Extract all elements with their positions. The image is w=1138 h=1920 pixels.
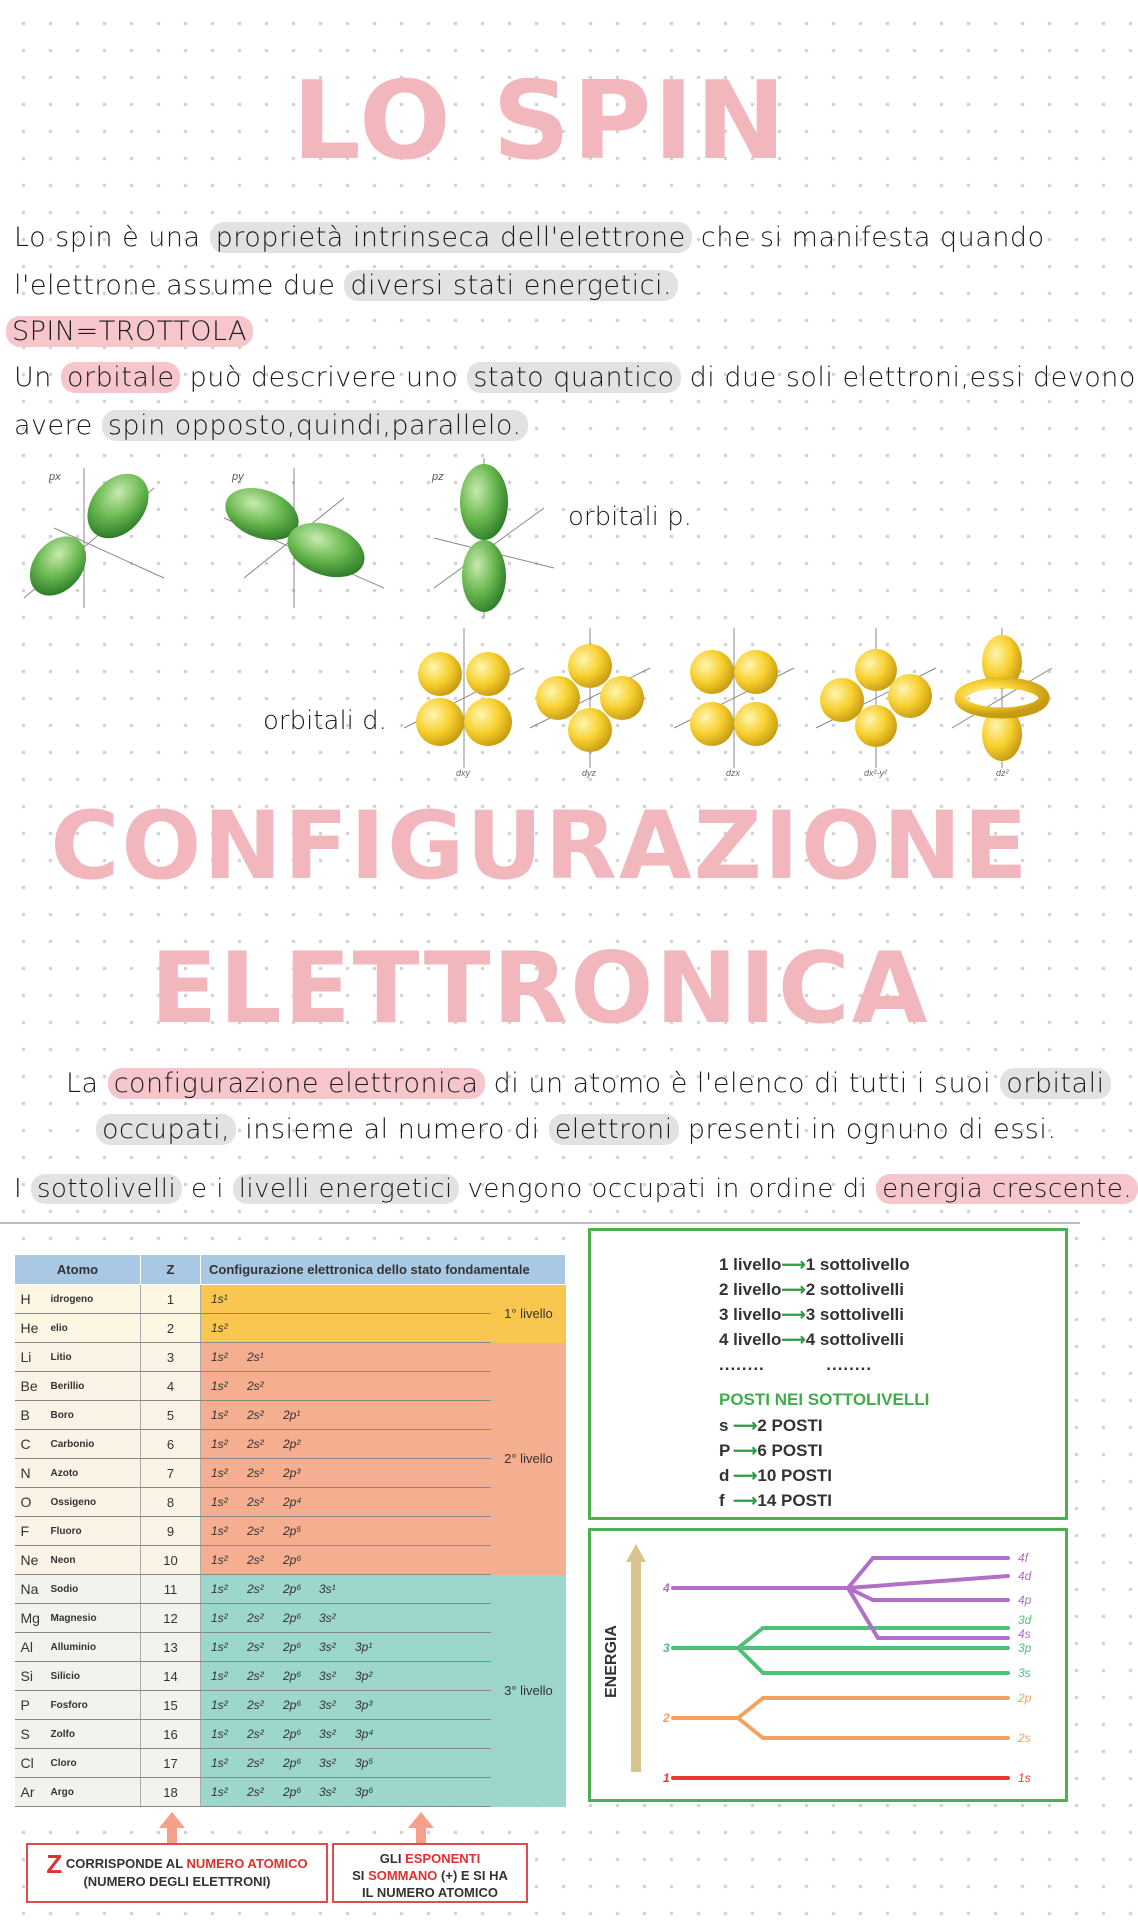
element-symbol: Na bbox=[15, 1575, 51, 1604]
cfg-term: 2p⁴ bbox=[283, 1495, 302, 1509]
element-symbol: Al bbox=[15, 1633, 51, 1662]
sublabel-4p: 4p bbox=[1018, 1593, 1032, 1607]
table-row bbox=[15, 1372, 566, 1401]
dots: ........ bbox=[826, 1355, 873, 1374]
text: IL NUMERO ATOMICO bbox=[361, 1885, 499, 1900]
highlight: orbitali bbox=[1000, 1068, 1110, 1099]
config-cell bbox=[201, 1372, 492, 1401]
cfg-term: 1s² bbox=[211, 1669, 228, 1683]
config-cell bbox=[201, 1285, 492, 1314]
cfg-term: 1s² bbox=[211, 1785, 228, 1799]
cfg-term: 2p⁵ bbox=[283, 1524, 302, 1538]
text: di due soli elettroni,essi devono bbox=[689, 362, 1136, 393]
atomic-number: 9 bbox=[141, 1517, 201, 1546]
cfg-term: 3s² bbox=[319, 1727, 336, 1741]
cfg-term: 1s¹ bbox=[211, 1292, 228, 1306]
element-symbol: N bbox=[15, 1459, 51, 1488]
cfg-term: 3s² bbox=[319, 1756, 336, 1770]
cfg-term: 2p² bbox=[283, 1437, 301, 1451]
text: SI bbox=[352, 1868, 365, 1883]
highlight: orbitale bbox=[61, 362, 181, 393]
sublevel-line bbox=[719, 1305, 1065, 1330]
sublabel-3p: 3p bbox=[1018, 1641, 1032, 1655]
table-row bbox=[15, 1662, 566, 1691]
text: 2 POSTI bbox=[757, 1416, 823, 1435]
element-symbol: S bbox=[15, 1720, 51, 1749]
element-symbol: P bbox=[15, 1691, 51, 1720]
intro-line-4 bbox=[14, 362, 1136, 393]
posti-lines bbox=[719, 1416, 1065, 1516]
text-red: SOMMANO bbox=[368, 1868, 438, 1883]
element-name: Berillio bbox=[51, 1372, 141, 1401]
posti-line bbox=[719, 1466, 1065, 1491]
highlight: energia crescente. bbox=[876, 1174, 1138, 1204]
text: 1 sottolivello bbox=[805, 1255, 910, 1274]
divider bbox=[0, 1222, 1080, 1224]
cfg-term: 2p⁶ bbox=[283, 1553, 302, 1567]
d-orbitals-figure bbox=[400, 620, 1060, 780]
cfg-term: 2s² bbox=[247, 1669, 264, 1683]
atomic-number: 1 bbox=[141, 1285, 201, 1314]
cfg-term: 3s² bbox=[319, 1640, 336, 1654]
config-cell bbox=[201, 1517, 492, 1546]
sublabel-2s: 2s bbox=[1018, 1731, 1031, 1745]
caption-orbitali-d: orbitali d. bbox=[263, 706, 387, 736]
cfg-term: 2s² bbox=[247, 1379, 264, 1393]
energy-diagram bbox=[588, 1528, 1068, 1802]
arrow-icon: ⟶ bbox=[781, 1305, 806, 1324]
table-row bbox=[15, 1401, 566, 1430]
config-line-1 bbox=[66, 1068, 1111, 1099]
cfg-term: 1s² bbox=[211, 1698, 228, 1712]
config-cell bbox=[201, 1778, 492, 1807]
dyz-orbital bbox=[530, 628, 650, 778]
title-configurazione: CONFIGURAZIONE bbox=[50, 792, 1030, 901]
element-name: Alluminio bbox=[51, 1633, 141, 1662]
cfg-term: 2p⁶ bbox=[283, 1640, 302, 1654]
cfg-term: 1s² bbox=[211, 1582, 228, 1596]
text: Lo spin è una bbox=[14, 222, 201, 253]
dxy-label: dxy bbox=[456, 768, 471, 778]
table-row bbox=[15, 1285, 566, 1314]
text: La bbox=[66, 1068, 99, 1099]
sublevel-lines bbox=[719, 1255, 1065, 1355]
py-orbital bbox=[218, 468, 384, 608]
title-lo-spin: LO SPIN bbox=[292, 59, 788, 184]
spin-trottola: SPIN=TROTTOLA bbox=[6, 316, 253, 347]
cfg-term: 2s² bbox=[247, 1408, 264, 1422]
config-cell bbox=[201, 1749, 492, 1778]
cfg-term: 2s² bbox=[247, 1727, 264, 1741]
intro-line-3 bbox=[6, 316, 253, 347]
cfg-term: 1s² bbox=[211, 1466, 228, 1480]
highlight: stato quantico bbox=[467, 362, 680, 393]
table-row bbox=[15, 1720, 566, 1749]
text: 6 POSTI bbox=[757, 1441, 823, 1460]
cfg-term: 2p⁶ bbox=[283, 1756, 302, 1770]
text: può descrivere uno bbox=[189, 362, 459, 393]
intro-line-1 bbox=[14, 222, 1045, 253]
z-letter: Z bbox=[46, 1849, 63, 1880]
atomic-number: 7 bbox=[141, 1459, 201, 1488]
element-symbol: Si bbox=[15, 1662, 51, 1691]
atomic-number: 5 bbox=[141, 1401, 201, 1430]
cfg-term: 1s² bbox=[211, 1350, 228, 1364]
cfg-term: 2s² bbox=[247, 1611, 264, 1625]
text: 14 POSTI bbox=[757, 1491, 833, 1510]
posti-line bbox=[719, 1441, 1065, 1466]
caption-orbitali-p: orbitali p. bbox=[568, 502, 692, 532]
cfg-term: 1s² bbox=[211, 1611, 228, 1625]
cfg-term: 2s¹ bbox=[247, 1350, 264, 1364]
text: l'elettrone assume due bbox=[14, 270, 336, 301]
config-cell bbox=[201, 1459, 492, 1488]
text: che si manifesta quando bbox=[700, 222, 1045, 253]
element-symbol: Cl bbox=[15, 1749, 51, 1778]
atomic-number: 6 bbox=[141, 1430, 201, 1459]
cfg-term: 2s² bbox=[247, 1495, 264, 1509]
header-config: Configurazione elettronica dello stato fondamentale bbox=[201, 1255, 566, 1285]
text: CORRISPONDE AL bbox=[65, 1856, 183, 1871]
text: I bbox=[14, 1174, 23, 1204]
config-cell bbox=[201, 1633, 492, 1662]
element-symbol: F bbox=[15, 1517, 51, 1546]
element-symbol: Ar bbox=[15, 1778, 51, 1807]
text: (+) E SI HA bbox=[441, 1868, 508, 1883]
text: insieme al numero di bbox=[245, 1114, 540, 1145]
pz-label: pz bbox=[432, 471, 444, 483]
cfg-term: 1s² bbox=[211, 1379, 228, 1393]
text: di un atomo è l'elenco di tutti i suoi bbox=[493, 1068, 992, 1099]
level-1: 1° livello bbox=[491, 1285, 565, 1343]
cfg-term: 2p⁶ bbox=[283, 1698, 302, 1712]
config-cell bbox=[201, 1488, 492, 1517]
text: 1 livello bbox=[719, 1255, 782, 1274]
config-cell bbox=[201, 1691, 492, 1720]
cfg-term: 3s² bbox=[319, 1785, 336, 1799]
text: avere bbox=[14, 410, 93, 441]
highlight: occupati, bbox=[96, 1114, 236, 1145]
header-atomo: Atomo bbox=[15, 1255, 141, 1285]
text: 2 livello bbox=[719, 1280, 782, 1299]
element-symbol: Li bbox=[15, 1343, 51, 1372]
py-label: py bbox=[232, 471, 244, 483]
text: e i bbox=[190, 1174, 224, 1204]
arrow-icon: ⟶ bbox=[733, 1491, 758, 1510]
cfg-term: 2p⁶ bbox=[283, 1611, 302, 1625]
cfg-term: 1s² bbox=[211, 1756, 228, 1770]
cfg-term: 2p⁶ bbox=[283, 1669, 302, 1683]
highlight: sottolivelli bbox=[31, 1174, 182, 1204]
sublabel-1s: 1s bbox=[1018, 1771, 1031, 1785]
element-symbol: Be bbox=[15, 1372, 51, 1401]
text: presenti in ognuno di essi. bbox=[687, 1114, 1057, 1145]
arrow-icon: ⟶ bbox=[781, 1330, 806, 1349]
element-name: Ossigeno bbox=[51, 1488, 141, 1517]
cfg-term: 3p¹ bbox=[355, 1640, 373, 1654]
intro-line-5 bbox=[14, 410, 528, 441]
dxy-orbital bbox=[404, 628, 524, 778]
element-symbol: Ne bbox=[15, 1546, 51, 1575]
text: d bbox=[719, 1466, 730, 1485]
atomic-number: 16 bbox=[141, 1720, 201, 1749]
text: (NUMERO DEGLI ELETTRONI) bbox=[83, 1874, 271, 1890]
element-name: Carbonio bbox=[51, 1430, 141, 1459]
highlight: proprietà intrinseca dell'elettrone bbox=[210, 222, 692, 253]
element-name: Azoto bbox=[51, 1459, 141, 1488]
dzx-label: dzx bbox=[726, 768, 741, 778]
sublabel-2p: 2p bbox=[1018, 1691, 1032, 1705]
cfg-term: 2s² bbox=[247, 1553, 264, 1567]
cfg-term: 2s² bbox=[247, 1524, 264, 1538]
config-line-2 bbox=[96, 1114, 1056, 1145]
config-cell bbox=[201, 1343, 492, 1372]
p-orbitals-figure bbox=[14, 458, 554, 618]
sublevel-line bbox=[719, 1255, 1065, 1280]
cfg-term: 2s² bbox=[247, 1698, 264, 1712]
cfg-term: 1s² bbox=[211, 1553, 228, 1567]
sublevel-line bbox=[719, 1330, 1065, 1355]
table-row bbox=[15, 1488, 566, 1517]
note-z bbox=[26, 1843, 328, 1903]
level-1-number: 1 bbox=[663, 1771, 670, 1785]
atomic-number: 18 bbox=[141, 1778, 201, 1807]
config-cell bbox=[201, 1314, 492, 1343]
atomic-number: 2 bbox=[141, 1314, 201, 1343]
header-z: Z bbox=[141, 1255, 201, 1285]
cfg-term: 2s² bbox=[247, 1756, 264, 1770]
level-4-number: 4 bbox=[663, 1581, 670, 1595]
atomic-number: 12 bbox=[141, 1604, 201, 1633]
sublabel-3s: 3s bbox=[1018, 1666, 1031, 1680]
table-row bbox=[15, 1633, 566, 1662]
cfg-term: 2p¹ bbox=[283, 1408, 301, 1422]
atomic-number: 13 bbox=[141, 1633, 201, 1662]
table-row bbox=[15, 1314, 566, 1343]
element-name: Boro bbox=[51, 1401, 141, 1430]
sublabel-3d: 3d bbox=[1018, 1613, 1032, 1627]
dz2-label: dz² bbox=[996, 768, 1009, 778]
configuration-table bbox=[14, 1254, 566, 1807]
cfg-term: 1s² bbox=[211, 1640, 228, 1654]
element-symbol: H bbox=[15, 1285, 51, 1314]
cfg-term: 1s² bbox=[211, 1437, 228, 1451]
element-name: Zolfo bbox=[51, 1720, 141, 1749]
element-name: Fosforo bbox=[51, 1691, 141, 1720]
cfg-term: 2s² bbox=[247, 1785, 264, 1799]
element-symbol: O bbox=[15, 1488, 51, 1517]
cfg-term: 3p⁶ bbox=[355, 1785, 374, 1799]
text: 2 sottolivelli bbox=[805, 1280, 904, 1299]
sublabel-4s: 4s bbox=[1018, 1627, 1031, 1641]
cfg-term: 3s² bbox=[319, 1669, 336, 1683]
cfg-term: 2s² bbox=[247, 1640, 264, 1654]
cfg-term: 2s² bbox=[247, 1582, 264, 1596]
text: 3 sottolivelli bbox=[805, 1305, 904, 1324]
text: 10 POSTI bbox=[757, 1466, 833, 1485]
cfg-term: 3p² bbox=[355, 1669, 373, 1683]
config-cell bbox=[201, 1430, 492, 1459]
cfg-term: 2s² bbox=[247, 1437, 264, 1451]
posti-line bbox=[719, 1416, 1065, 1441]
title-elettronica: ELETTRONICA bbox=[150, 932, 930, 1046]
text: Un bbox=[14, 362, 52, 393]
element-name: Neon bbox=[51, 1546, 141, 1575]
dx2y2-orbital bbox=[816, 628, 936, 778]
sublevel-line bbox=[719, 1280, 1065, 1305]
element-name: elio bbox=[51, 1314, 141, 1343]
text: s bbox=[719, 1416, 729, 1435]
element-name: Fluoro bbox=[51, 1517, 141, 1546]
config-cell bbox=[201, 1575, 492, 1604]
cfg-term: 3s² bbox=[319, 1698, 336, 1712]
sublevels-box bbox=[588, 1228, 1068, 1520]
sublabel-4d: 4d bbox=[1018, 1569, 1032, 1583]
cfg-term: 2p⁶ bbox=[283, 1785, 302, 1799]
cfg-term: 3p⁵ bbox=[355, 1756, 374, 1770]
atomic-number: 14 bbox=[141, 1662, 201, 1691]
table-row bbox=[15, 1749, 566, 1778]
element-name: Cloro bbox=[51, 1749, 141, 1778]
atomic-number: 8 bbox=[141, 1488, 201, 1517]
text-red: NUMERO ATOMICO bbox=[186, 1856, 308, 1871]
element-symbol: He bbox=[15, 1314, 51, 1343]
config-line-3 bbox=[14, 1174, 1138, 1204]
text-red: ESPONENTI bbox=[405, 1851, 481, 1866]
element-name: idrogeno bbox=[51, 1285, 141, 1314]
cfg-term: 1s² bbox=[211, 1524, 228, 1538]
table-row bbox=[15, 1517, 566, 1546]
cfg-term: 3p³ bbox=[355, 1698, 373, 1712]
table-row bbox=[15, 1459, 566, 1488]
cfg-term: 2p⁶ bbox=[283, 1727, 302, 1741]
posti-line bbox=[719, 1491, 1065, 1516]
element-name: Silicio bbox=[51, 1662, 141, 1691]
arrow-icon: ⟶ bbox=[733, 1416, 758, 1435]
table-row bbox=[15, 1546, 566, 1575]
dzx-orbital bbox=[674, 628, 794, 778]
text: f bbox=[719, 1491, 725, 1510]
element-name: Sodio bbox=[51, 1575, 141, 1604]
element-name: Argo bbox=[51, 1778, 141, 1807]
note-exponents bbox=[332, 1843, 528, 1903]
px-label: px bbox=[49, 471, 61, 483]
cfg-term: 2s² bbox=[247, 1466, 264, 1480]
text: 4 livello bbox=[719, 1330, 782, 1349]
element-symbol: B bbox=[15, 1401, 51, 1430]
px-orbital bbox=[18, 462, 164, 608]
cfg-term: 2p⁶ bbox=[283, 1582, 302, 1596]
element-name: Litio bbox=[51, 1343, 141, 1372]
dz2-orbital bbox=[952, 628, 1052, 778]
cfg-term: 3s² bbox=[319, 1611, 336, 1625]
cfg-term: 1s² bbox=[211, 1495, 228, 1509]
atomic-number: 17 bbox=[141, 1749, 201, 1778]
table-row bbox=[15, 1691, 566, 1720]
atomic-number: 4 bbox=[141, 1372, 201, 1401]
atomic-number: 3 bbox=[141, 1343, 201, 1372]
element-symbol: Mg bbox=[15, 1604, 51, 1633]
element-symbol: C bbox=[15, 1430, 51, 1459]
table-row bbox=[15, 1575, 566, 1604]
highlight: spin opposto,quindi,parallelo. bbox=[102, 410, 528, 441]
level-3-number: 3 bbox=[663, 1641, 670, 1655]
text: GLI bbox=[379, 1851, 402, 1866]
atomic-number: 15 bbox=[141, 1691, 201, 1720]
text: P bbox=[719, 1441, 731, 1460]
config-cell bbox=[201, 1720, 492, 1749]
highlight: elettroni bbox=[549, 1114, 679, 1145]
energia-label: ENERGIA bbox=[603, 1625, 620, 1698]
cfg-term: 2p³ bbox=[283, 1466, 301, 1480]
table-row bbox=[15, 1778, 566, 1807]
dyz-label: dyz bbox=[582, 768, 597, 778]
level-2-number: 2 bbox=[663, 1711, 670, 1725]
config-cell bbox=[201, 1546, 492, 1575]
intro-line-2 bbox=[14, 270, 678, 301]
dx2y2-label: dx²-y² bbox=[864, 768, 887, 778]
cfg-term: 3s¹ bbox=[319, 1582, 336, 1596]
dots: ........ bbox=[719, 1355, 765, 1374]
note-arrows bbox=[155, 1812, 455, 1844]
arrow-icon: ⟶ bbox=[733, 1466, 758, 1485]
table-row bbox=[15, 1430, 566, 1459]
pz-orbital bbox=[431, 458, 554, 618]
highlight: configurazione elettronica bbox=[108, 1068, 485, 1099]
arrow-icon: ⟶ bbox=[781, 1280, 806, 1299]
config-cell bbox=[201, 1604, 492, 1633]
cfg-term: 3p⁴ bbox=[355, 1727, 374, 1741]
atomic-number: 10 bbox=[141, 1546, 201, 1575]
cfg-term: 1s² bbox=[211, 1408, 228, 1422]
text: 3 livello bbox=[719, 1305, 782, 1324]
table-row bbox=[15, 1343, 566, 1372]
config-cell bbox=[201, 1401, 492, 1430]
level-3: 3° livello bbox=[491, 1575, 565, 1807]
table-row bbox=[15, 1604, 566, 1633]
atomic-number: 11 bbox=[141, 1575, 201, 1604]
cfg-term: 1s² bbox=[211, 1321, 228, 1335]
sublabel-4f: 4f bbox=[1018, 1551, 1029, 1565]
text: vengono occupati in ordine di bbox=[467, 1174, 868, 1204]
config-cell bbox=[201, 1662, 492, 1691]
highlight: diversi stati energetici. bbox=[344, 270, 678, 301]
text: 4 sottolivelli bbox=[805, 1330, 904, 1349]
level-2: 2° livello bbox=[491, 1343, 565, 1575]
cfg-term: 1s² bbox=[211, 1727, 228, 1741]
arrow-icon: ⟶ bbox=[781, 1255, 806, 1274]
dots-line bbox=[719, 1355, 1065, 1380]
element-name: Magnesio bbox=[51, 1604, 141, 1633]
table-body bbox=[15, 1285, 566, 1807]
highlight: livelli energetici bbox=[233, 1174, 459, 1204]
posti-title: POSTI NEI SOTTOLIVELLI bbox=[719, 1390, 930, 1409]
arrow-icon: ⟶ bbox=[733, 1441, 758, 1460]
